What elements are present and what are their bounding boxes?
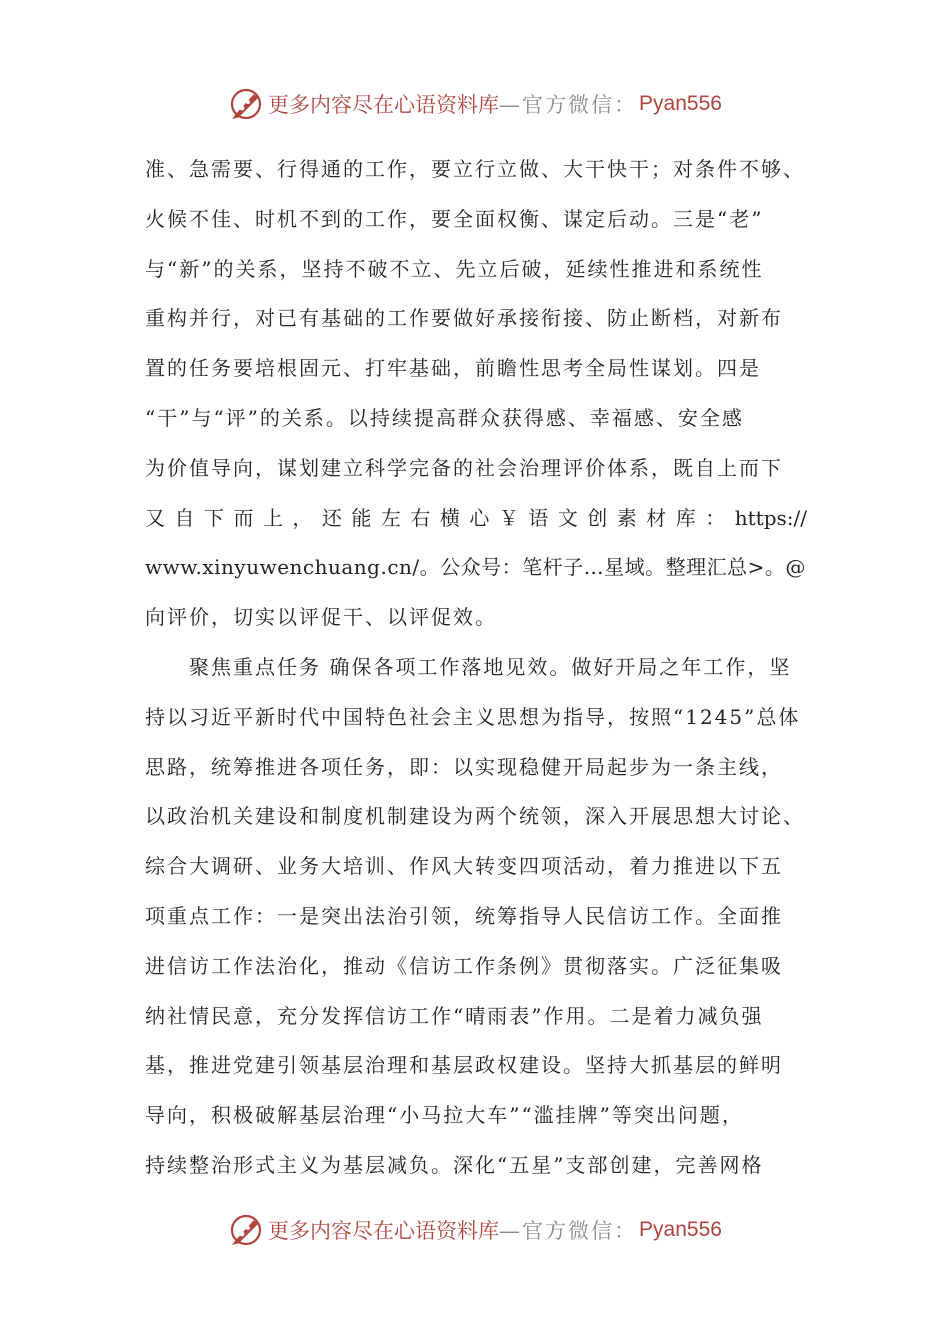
text-line: 火候不佳、时机不到的工作，要全面权衡、谋定后动。三是“老” — [145, 206, 764, 231]
banner-title: 更多内容尽在心语资料库 — [268, 1219, 500, 1243]
text-line: 综合大调研、业务大培训、作风大转变四项活动，着力推进以下五 — [145, 854, 783, 879]
text-line: 为价值导向，谋划建立科学完备的社会治理评价体系，既自上而下 — [145, 455, 783, 480]
text-line: 置的任务要培根固元、打牢基础，前瞻性思考全局性谋划。四是 — [145, 356, 761, 381]
banner-text — [268, 89, 722, 119]
banner-title: 更多内容尽在心语资料库 — [268, 93, 500, 117]
banner-subtitle: —官方微信： — [499, 1219, 638, 1243]
document-body — [145, 145, 807, 1191]
text-line: 纳社情民意，充分发挥信访工作“晴雨表”作用。二是着力减负强 — [145, 1003, 764, 1028]
header-banner — [0, 82, 950, 126]
text-line: 项重点工作：一是突出法治引领，统筹指导人民信访工作。全面推 — [145, 903, 783, 928]
pen-logo-icon — [228, 86, 264, 122]
text-line: 与“新”的关系，坚持不破不立、先立后破，延续性推进和系统性 — [145, 256, 764, 281]
text-line: 又自下而上，还能左右横心￥语文创素材库：https:// — [145, 505, 807, 530]
text-line: 持以习近平新时代中国特色社会主义思想为指导，按照“1245”总体 — [145, 704, 801, 729]
text-line: 进信访工作法治化，推动《信访工作条例》贯彻落实。广泛征集吸 — [145, 953, 783, 978]
text-line: www.xinyuwenchuang.cn/。公众号：笔杆子…星域。整理汇总>。@ — [145, 555, 806, 580]
text-line: 基，推进党建引领基层治理和基层政权建设。坚持大抓基层的鲜明 — [145, 1053, 783, 1078]
banner-handle: Pyan556 — [639, 1218, 722, 1241]
text-line: 导向，积极破解基层治理“小马拉大车”“滥挂牌”等突出问题， — [145, 1103, 744, 1128]
banner-subtitle: —官方微信： — [499, 93, 638, 117]
text-line: 重构并行，对已有基础的工作要做好承接衔接、防止断档，对新布 — [145, 306, 783, 331]
banner-text — [268, 1215, 722, 1245]
footer-banner — [0, 1208, 950, 1252]
pen-logo-icon — [228, 1212, 264, 1248]
text-line: 思路，统筹推进各项任务，即：以实现稳健开局起步为一条主线， — [145, 754, 783, 779]
text-line: 向评价，切实以评促干、以评促效。 — [145, 605, 497, 630]
text-line: 持续整治形式主义为基层减负。深化“五星”支部创建，完善网格 — [145, 1152, 764, 1177]
text-line: 聚焦重点任务 确保各项工作落地见效。做好开局之年工作，坚 — [145, 654, 792, 679]
text-line: 准、急需要、行得通的工作，要立行立做、大干快干；对条件不够、 — [145, 157, 805, 181]
text-line: 以政治机关建设和制度机制建设为两个统领，深入开展思想大讨论、 — [145, 804, 805, 829]
banner-handle: Pyan556 — [639, 92, 722, 115]
text-line: “干”与“评”的关系。以持续提高群众获得感、幸福感、安全感 — [145, 405, 744, 430]
